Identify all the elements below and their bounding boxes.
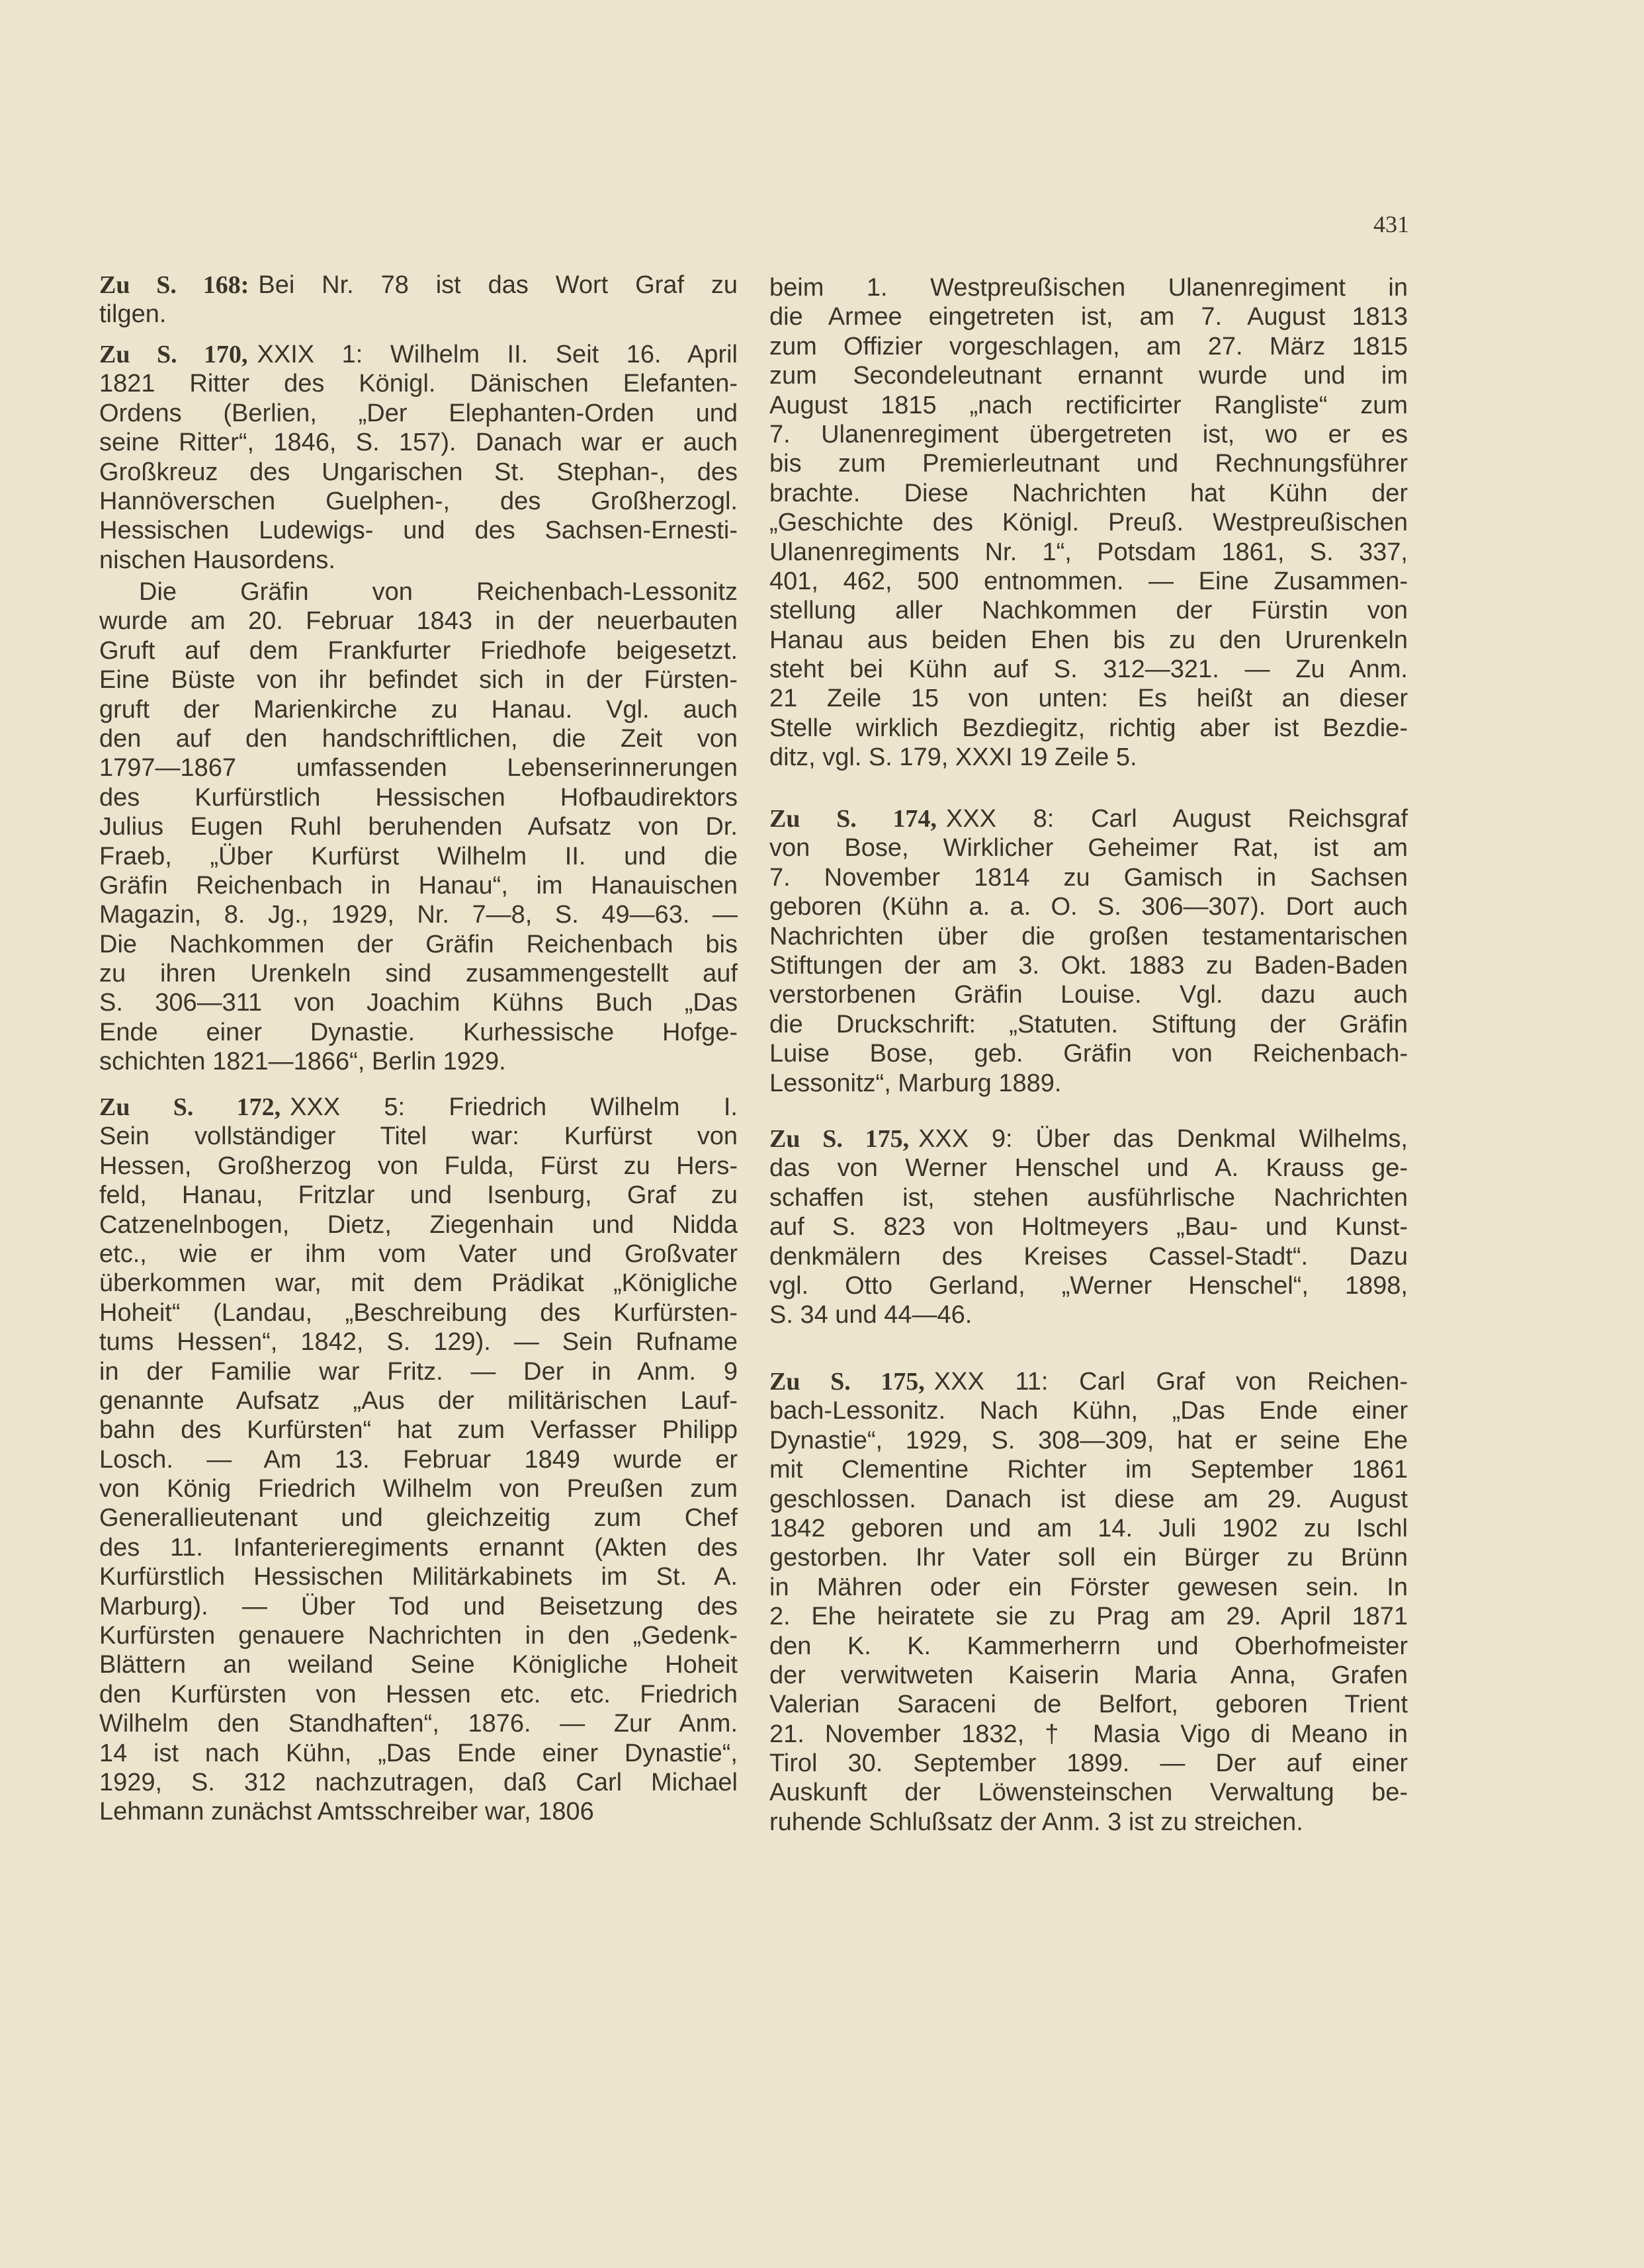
text-line: von Bose, Wirklicher Geheimer Rat, ist am — [769, 834, 1408, 862]
text-line: S. 306—311 von Joachim Kühns Buch „Das — [99, 989, 738, 1017]
text-line: gestorben. Ihr Vater soll ein Bürger zu Brünn — [769, 1544, 1408, 1572]
text-line: Valerian Saraceni de Belfort, geboren Trient — [769, 1691, 1408, 1719]
text-line: 1842 geboren und am 14. Juli 1902 zu Ischl — [769, 1514, 1408, 1542]
text-line: 401, 462, 500 entnommen. — Eine Zusammen- — [769, 567, 1408, 595]
text-line: S. 34 und 44—46. — [769, 1301, 973, 1329]
text-line: den K. K. Kammerherrn und Oberhofmeister — [769, 1632, 1408, 1660]
note-s172 — [99, 1093, 738, 1827]
text-line: bis zum Premierleutnant und Rechnungsführer — [769, 450, 1408, 478]
text-line: Gruft auf dem Frankfurter Friedhofe beigesetzt. — [99, 636, 738, 665]
note-s175-11 — [769, 1367, 1408, 1837]
text-line: zum Offizier vorgeschlagen, am 27. März 1815 — [769, 332, 1408, 360]
text-line: Hoheit“ (Landau, „Beschreibung des Kurfürsten- — [99, 1298, 738, 1327]
text-line: Dynastie“, 1929, S. 308—309, hat er seine Ehe — [769, 1426, 1408, 1454]
text-line: schichten 1821—1866“, Berlin 1929. — [99, 1048, 506, 1076]
text-line: Gräfin Reichenbach in Hanau“, im Hanauischen — [99, 871, 738, 900]
text-line: denkmälern des Kreises Cassel-Stadt“. Dazu — [769, 1242, 1408, 1271]
text-line: zum Secondeleutnant ernannt wurde und im — [769, 362, 1408, 390]
text-line: August 1815 „nach rectificirter Rangliste“ zum — [769, 391, 1408, 419]
text-line: Kurfürsten genauere Nachrichten in den „Gedenk- — [99, 1622, 738, 1650]
text-line: Sein vollständiger Titel war: Kurfürst von — [99, 1122, 738, 1151]
note-s170 — [99, 340, 738, 575]
text-line — [769, 804, 1408, 833]
text-line: etc., wie er ihm vom Vater und Großvater — [99, 1239, 738, 1268]
line-text: Bei Nr. 78 ist das Wort Graf zu — [258, 271, 738, 299]
text-line — [769, 1124, 1408, 1154]
text-line: nischen Hausordens. — [99, 546, 335, 574]
text-line: stellung aller Nachkommen der Fürstin von — [769, 597, 1408, 625]
text-line: beim 1. Westpreußischen Ulanenregiment in — [769, 274, 1408, 302]
text-line — [99, 271, 738, 300]
text-line: ruhende Schlußsatz der Anm. 3 ist zu streichen. — [769, 1808, 1303, 1836]
text-line: vgl. Otto Gerland, „Werner Henschel“, 1898, — [769, 1271, 1408, 1300]
text-line: auf S. 823 von Holtmeyers „Bau- und Kunst- — [769, 1213, 1408, 1241]
text-line: tums Hessen“, 1842, S. 129). — Sein Rufname — [99, 1328, 738, 1357]
text-line — [99, 1093, 738, 1122]
text-line: des Kurfürstlich Hessischen Hofbaudirektors — [99, 783, 738, 812]
text-line: überkommen war, mit dem Prädikat „Königliche — [99, 1269, 738, 1298]
line-text: XXX 8: Carl August Reichsgraf — [945, 805, 1408, 833]
text-line: genannte Aufsatz „Aus der militärischen Lauf- — [99, 1386, 738, 1415]
paragraph-graefin-reichenbach — [99, 577, 738, 1077]
text-line: „Geschichte des Königl. Preuß. Westpreußischen — [769, 509, 1408, 537]
text-line: Die Gräfin von Reichenbach-Lessonitz — [139, 578, 738, 606]
text-line: bahn des Kurfürsten“ hat zum Verfasser Philipp — [99, 1416, 738, 1445]
text-line: von König Friedrich Wilhelm von Preußen zum — [99, 1475, 738, 1503]
text-line: Hessen, Großherzog von Fulda, Fürst zu Hers- — [99, 1152, 738, 1180]
text-line: gruft der Marienkirche zu Hanau. Vgl. auch — [99, 695, 738, 724]
text-line: in der Familie war Fritz. — Der in Anm. 9 — [99, 1357, 738, 1386]
note-reference: Zu S. 170, — [99, 341, 248, 368]
note-reference: Zu S. 174, — [769, 805, 937, 833]
note-s174 — [769, 804, 1408, 1098]
page-number: 431 — [1373, 211, 1409, 237]
text-line: der verwitweten Kaiserin Maria Anna, Grafen — [769, 1661, 1408, 1689]
text-line: 14 ist nach Kühn, „Das Ende einer Dynastie“, — [99, 1739, 738, 1767]
text-line: Magazin, 8. Jg., 1929, Nr. 7—8, S. 49—63. — — [99, 901, 738, 929]
text-line: die Armee eingetreten ist, am 7. August 1813 — [769, 303, 1408, 331]
text-line: feld, Hanau, Fritzlar und Isenburg, Graf zu — [99, 1181, 738, 1210]
text-line: das von Werner Henschel und A. Krauss ge- — [769, 1154, 1408, 1183]
text-line: Losch. — Am 13. Februar 1849 wurde er — [99, 1445, 738, 1474]
text-line: Luise Bose, geb. Gräfin von Reichenbach- — [769, 1040, 1408, 1068]
text-line: Catzenelnbogen, Dietz, Ziegenhain und Nidda — [99, 1210, 738, 1239]
text-line: den Kurfürsten von Hessen etc. etc. Friedrich — [99, 1680, 738, 1708]
text-line: schaffen ist, stehen ausführlische Nachrichten — [769, 1183, 1408, 1212]
text-line: Großkreuz des Ungarischen St. Stephan-, des — [99, 458, 738, 486]
text-line: wurde am 20. Februar 1843 in der neuerbauten — [99, 607, 738, 636]
text-line: Hessischen Ludewigs- und des Sachsen-Ernesti- — [99, 517, 738, 545]
text-line: tilgen. — [99, 300, 167, 329]
text-line: die Druckschrift: „Statuten. Stiftung der Gräfin — [769, 1010, 1408, 1038]
note-reference: Zu S. 168: — [99, 271, 249, 299]
text-line: Kurfürstlich Hessischen Militärkabinets im St. A. — [99, 1563, 738, 1591]
text-line: Fraeb, „Über Kurfürst Wilhelm II. und die — [99, 842, 738, 870]
text-line — [769, 1367, 1408, 1396]
text-line: 1797—1867 umfassenden Lebenserinnerungen — [99, 754, 738, 782]
text-line: brachte. Diese Nachrichten hat Kühn der — [769, 479, 1408, 507]
text-line: den auf den handschriftlichen, die Zeit von — [99, 724, 738, 753]
note-reference: Zu S. 175, — [769, 1368, 925, 1396]
text-line: Nachrichten über die großen testamentarischen — [769, 922, 1408, 950]
text-line: Marburg). — Über Tod und Beisetzung des — [99, 1592, 738, 1620]
text-line: Blättern an weiland Seine Königliche Hoheit — [99, 1651, 738, 1679]
text-line: 2. Ehe heiratete sie zu Prag am 29. April 1871 — [769, 1603, 1408, 1631]
text-line: 21. November 1832, † Masia Vigo di Meano in — [769, 1720, 1408, 1748]
text-line: seine Ritter“, 1846, S. 157). Danach war er auch — [99, 429, 738, 457]
text-line: zu ihren Urenkeln sind zusammengestellt auf — [99, 960, 738, 988]
text-line: bach-Lessonitz. Nach Kühn, „Das Ende einer — [769, 1397, 1408, 1425]
note-s168 — [99, 271, 738, 329]
text-line — [99, 340, 738, 369]
text-line: Generallieutenant und gleichzeitig zum Chef — [99, 1504, 738, 1533]
text-line: Die Nachkommen der Gräfin Reichenbach bis — [99, 930, 738, 958]
text-line: Auskunft der Löwensteinschen Verwaltung be- — [769, 1779, 1408, 1807]
text-line: Hannöverschen Guelphen-, des Großherzogl. — [99, 487, 738, 515]
text-line: Ordens (Berlien, „Der Elephanten-Orden und — [99, 399, 738, 427]
text-line: mit Clementine Richter im September 1861 — [769, 1456, 1408, 1484]
line-text: XXX 9: Über das Denkmal Wilhelms, — [918, 1125, 1408, 1153]
text-line: in Mähren oder ein Förster gewesen sein. In — [769, 1573, 1408, 1601]
text-line: geboren (Kühn a. a. O. S. 306—307). Dort auch — [769, 893, 1408, 921]
text-line: ditz, vgl. S. 179, XXXI 19 Zeile 5. — [769, 743, 1137, 772]
text-line: Ende einer Dynastie. Kurhessische Hofge- — [99, 1018, 738, 1046]
text-line: Stelle wirklich Bezdiegitz, richtig aber ist Bezdie- — [769, 714, 1408, 742]
text-line: Tirol 30. September 1899. — Der auf einer — [769, 1749, 1408, 1778]
note-reference: Zu S. 175, — [769, 1125, 910, 1153]
text-line: Wilhelm den Standhaften“, 1876. — Zur Anm. — [99, 1710, 738, 1738]
text-line: Julius Eugen Ruhl beruhenden Aufsatz von Dr. — [99, 813, 738, 841]
line-text: XXX 5: Friedrich Wilhelm I. — [290, 1093, 738, 1121]
text-line: geschlossen. Danach ist diese am 29. August — [769, 1485, 1408, 1513]
continued-paragraph — [769, 273, 1408, 773]
line-text: XXX 11: Carl Graf von Reichen- — [933, 1368, 1408, 1396]
text-line: Stiftungen der am 3. Okt. 1883 zu Baden-Baden — [769, 951, 1408, 980]
text-line: Hanau aus beiden Ehen bis zu den Ururenkeln — [769, 626, 1408, 654]
line-text: XXIX 1: Wilhelm II. Seit 16. April — [257, 341, 738, 368]
text-line: 7. Ulanenregiment übergetreten ist, wo er es — [769, 420, 1408, 448]
text-line: 21 Zeile 15 von unten: Es heißt an dieser — [769, 685, 1408, 713]
text-line: 7. November 1814 zu Gamisch in Sachsen — [769, 863, 1408, 892]
text-line: Eine Büste von ihr befindet sich in der Fürsten- — [99, 666, 738, 694]
text-line: Lessonitz“, Marburg 1889. — [769, 1069, 1062, 1097]
note-s175-9 — [769, 1124, 1408, 1330]
text-line: verstorbenen Gräfin Louise. Vgl. dazu auch — [769, 981, 1408, 1009]
text-line: Lehmann zunächst Amtsschreiber war, 1806 — [99, 1798, 594, 1826]
text-line: Ulanenregiments Nr. 1“, Potsdam 1861, S. 337, — [769, 538, 1408, 566]
text-line: 1929, S. 312 nachzutragen, daß Carl Michael — [99, 1768, 738, 1796]
text-line: 1821 Ritter des Königl. Dänischen Elefanten- — [99, 370, 738, 398]
note-reference: Zu S. 172, — [99, 1093, 281, 1121]
text-line: des 11. Infanterieregiments ernannt (Akten des — [99, 1533, 738, 1562]
text-line: steht bei Kühn auf S. 312—321. — Zu Anm. — [769, 655, 1408, 684]
